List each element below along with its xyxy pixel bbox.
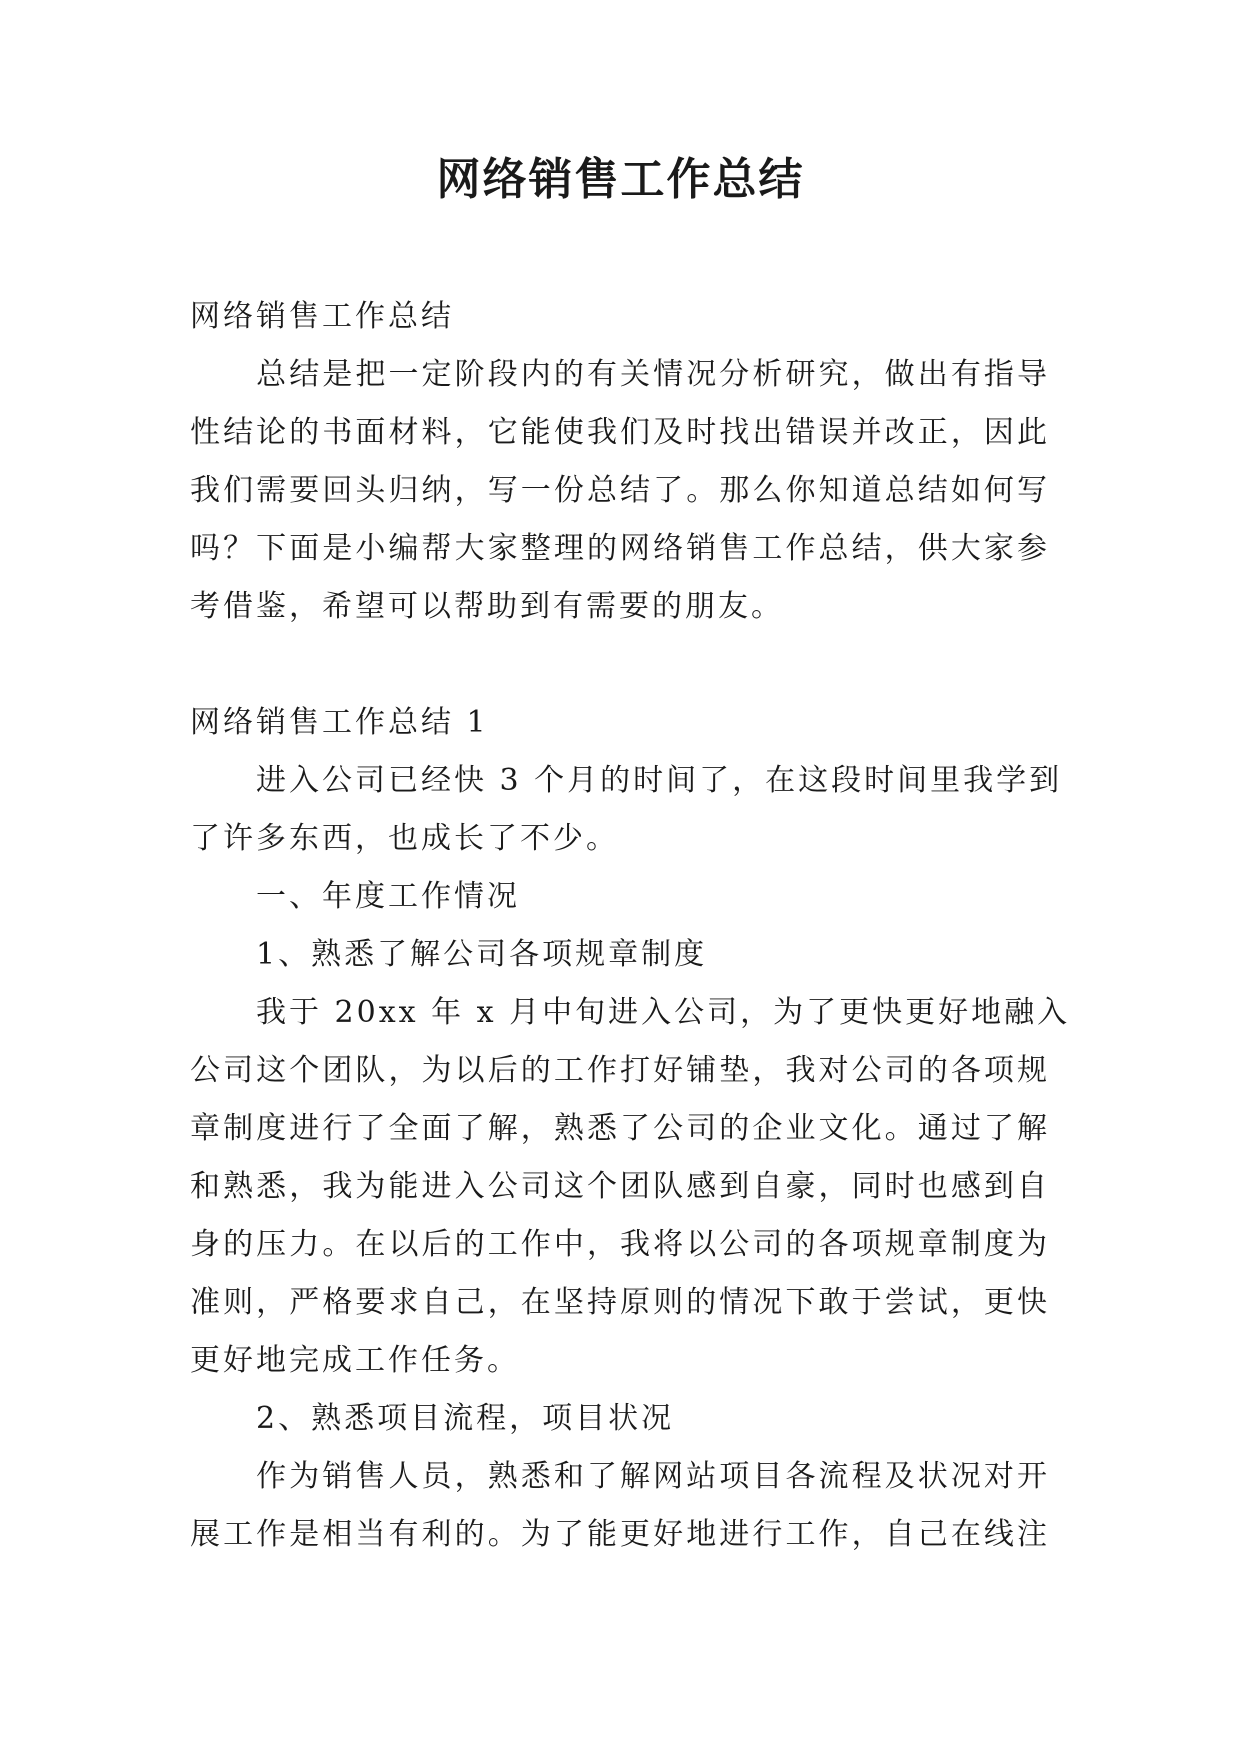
section-line: 身的压力。在以后的工作中，我将以公司的各项规章制度为 bbox=[190, 1227, 1050, 1262]
section-line: 展工作是相当有利的。为了能更好地进行工作，自己在线注 bbox=[190, 1517, 1050, 1552]
section-line: 了许多东西，也成长了不少。 bbox=[190, 821, 619, 856]
subsection-heading: 2、熟悉项目流程，项目状况 bbox=[190, 1401, 675, 1436]
paragraph-gap bbox=[190, 636, 1050, 694]
section-line: 公司这个团队，为以后的工作打好铺垫，我对公司的各项规 bbox=[190, 1053, 1050, 1088]
intro-line: 性结论的书面材料，它能使我们及时找出错误并改正，因此 bbox=[190, 415, 1050, 450]
section-line: 和熟悉，我为能进入公司这个团队感到自豪，同时也感到自 bbox=[190, 1169, 1050, 1204]
subsection-heading: 1、熟悉了解公司各项规章制度 bbox=[190, 937, 708, 972]
intro-line: 我们需要回头归纳，写一份总结了。那么你知道总结如何写 bbox=[190, 473, 1050, 508]
subsection-heading: 一、年度工作情况 bbox=[190, 879, 520, 914]
intro-line: 考借鉴，希望可以帮助到有需要的朋友。 bbox=[190, 589, 784, 624]
section-line: 我于 20xx 年 x 月中旬进入公司，为了更快更好地融入 bbox=[190, 995, 1071, 1030]
intro-line: 总结是把一定阶段内的有关情况分析研究，做出有指导 bbox=[190, 357, 1050, 392]
section-line: 作为销售人员，熟悉和了解网站项目各流程及状况对开 bbox=[190, 1459, 1050, 1494]
document-body bbox=[190, 288, 1071, 1564]
section-line: 准则，严格要求自己，在坚持原则的情况下敢于尝试，更快 bbox=[190, 1285, 1050, 1320]
section-line: 章制度进行了全面了解，熟悉了公司的企业文化。通过了解 bbox=[190, 1111, 1050, 1146]
document-title: 网络销售工作总结 bbox=[436, 154, 805, 205]
section-line: 更好地完成工作任务。 bbox=[190, 1343, 520, 1378]
section-heading: 网络销售工作总结 1 bbox=[190, 705, 489, 740]
intro-line: 吗？下面是小编帮大家整理的网络销售工作总结，供大家参 bbox=[190, 531, 1050, 566]
intro-heading: 网络销售工作总结 bbox=[190, 299, 454, 334]
section-line: 进入公司已经快 3 个月的时间了，在这段时间里我学到 bbox=[190, 763, 1063, 798]
